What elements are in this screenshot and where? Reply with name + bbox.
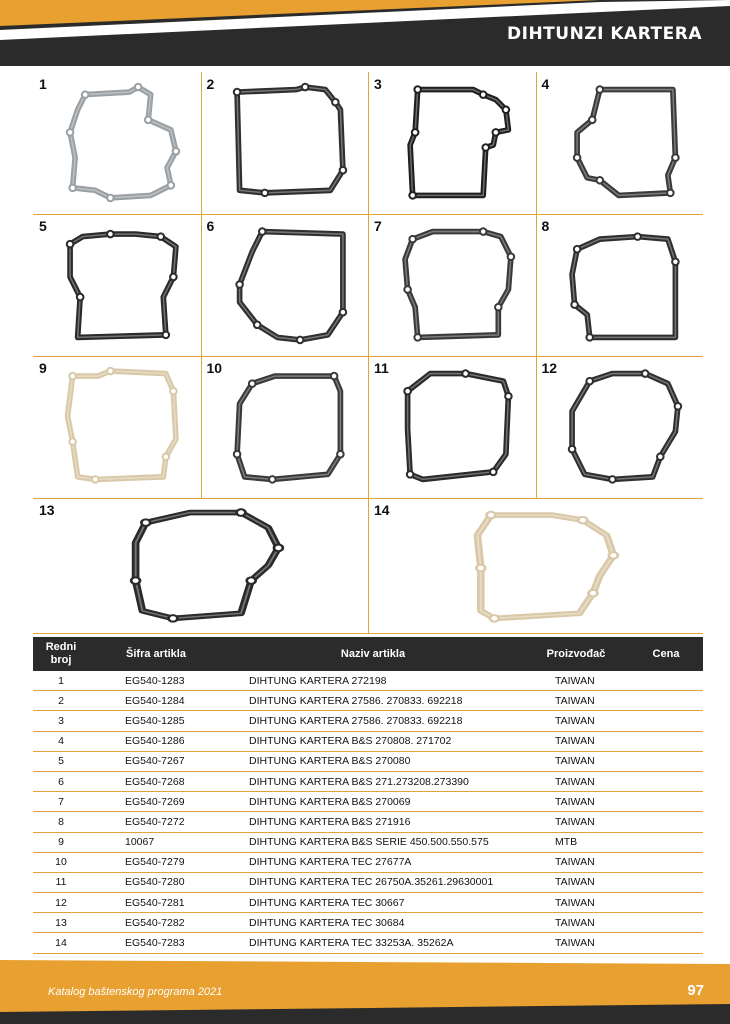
row-sku: EG540-7267 [89, 751, 223, 771]
row-number: 9 [33, 832, 89, 852]
table-row [33, 893, 703, 913]
row-manufacturer: TAIWAN [523, 933, 629, 953]
gasket-number: 12 [541, 360, 558, 376]
gasket-image [227, 82, 353, 208]
row-name: DIHTUNG KARTERA 272198 [223, 671, 523, 691]
gasket-number: 7 [374, 218, 382, 234]
gasket-cell-1 [33, 72, 201, 214]
row-name: DIHTUNG KARTERA TEC 30684 [223, 913, 523, 933]
row-name: DIHTUNG KARTERA TEC 27677A [223, 852, 523, 872]
table-header-row [33, 637, 703, 671]
gasket-image [395, 224, 521, 350]
row-name: DIHTUNG KARTERA B&S 271916 [223, 812, 523, 832]
row-manufacturer: TAIWAN [523, 771, 629, 791]
gasket-number: 2 [206, 76, 215, 92]
gasket-number: 3 [374, 76, 382, 92]
header-manufacturer: Proizvođač [546, 647, 606, 660]
header-number: Redni broj [45, 641, 77, 666]
gasket-cell-4 [536, 72, 704, 214]
table-row [33, 792, 703, 812]
row-number: 10 [33, 852, 89, 872]
gasket-cell-2 [201, 72, 369, 214]
row-price [629, 751, 703, 771]
row-sku: EG540-7281 [89, 893, 223, 913]
row-sku: EG540-7282 [89, 913, 223, 933]
table-row [33, 671, 703, 691]
gasket-image [227, 224, 353, 350]
table-row [33, 832, 703, 852]
row-price [629, 731, 703, 751]
row-manufacturer: TAIWAN [523, 852, 629, 872]
gasket-number: 4 [541, 76, 550, 92]
page-title: DIHTUNZI KARTERA [507, 24, 702, 44]
row-number: 11 [33, 872, 89, 892]
row-number: 8 [33, 812, 89, 832]
row-sku: EG540-7283 [89, 933, 223, 953]
gasket-cell-5 [33, 214, 201, 356]
gasket-image [60, 366, 186, 492]
row-sku: 10067 [89, 832, 223, 852]
row-manufacturer: TAIWAN [523, 731, 629, 751]
gasket-cell-14 [368, 498, 703, 633]
header-price: Cena [652, 647, 680, 660]
row-sku: EG540-1285 [89, 711, 223, 731]
table-row [33, 731, 703, 751]
table-row [33, 711, 703, 731]
header-sku: Šifra artikla [126, 647, 186, 660]
gasket-image [562, 366, 688, 492]
row-number: 12 [33, 893, 89, 913]
row-manufacturer: TAIWAN [523, 691, 629, 711]
row-manufacturer: MTB [523, 832, 629, 852]
page-footer [0, 960, 730, 1024]
gasket-image [457, 505, 627, 631]
row-sku: EG540-1286 [89, 731, 223, 751]
table-row [33, 771, 703, 791]
row-price [629, 832, 703, 852]
table-row [33, 872, 703, 892]
row-name: DIHTUNG KARTERA B&S 270808. 271702 [223, 731, 523, 751]
page-header [0, 0, 730, 66]
row-price [629, 852, 703, 872]
gasket-number: 8 [541, 218, 550, 234]
gasket-number: 9 [39, 360, 47, 376]
gasket-number: 6 [206, 218, 215, 234]
gasket-image [122, 505, 292, 631]
gasket-cell-3 [368, 72, 536, 214]
row-number: 4 [33, 731, 89, 751]
row-manufacturer: TAIWAN [523, 792, 629, 812]
row-sku: EG540-7280 [89, 872, 223, 892]
row-price [629, 812, 703, 832]
row-name: DIHTUNG KARTERA 27586. 270833. 692218 [223, 691, 523, 711]
table-row [33, 913, 703, 933]
row-name: DIHTUNG KARTERA TEC 30667 [223, 893, 523, 913]
row-sku: EG540-1283 [89, 671, 223, 691]
gasket-image [562, 82, 688, 208]
row-price [629, 671, 703, 691]
header-name: Naziv artikla [340, 647, 406, 660]
row-price [629, 913, 703, 933]
row-price [629, 893, 703, 913]
table-row [33, 812, 703, 832]
gasket-image [227, 366, 353, 492]
row-manufacturer: TAIWAN [523, 893, 629, 913]
gasket-number: 14 [374, 502, 390, 518]
gasket-cell-8 [536, 214, 704, 356]
row-manufacturer: TAIWAN [523, 671, 629, 691]
gasket-number: 10 [206, 360, 223, 376]
gasket-image [395, 366, 521, 492]
gasket-image [60, 224, 186, 350]
row-sku: EG540-7279 [89, 852, 223, 872]
table-row [33, 933, 703, 953]
row-name: DIHTUNG KARTERA B&S 270069 [223, 792, 523, 812]
grid-divider [33, 633, 703, 634]
row-manufacturer: TAIWAN [523, 913, 629, 933]
gasket-cell-7 [368, 214, 536, 356]
gasket-number: 11 [374, 360, 389, 376]
row-name: DIHTUNG KARTERA B&S 270080 [223, 751, 523, 771]
row-sku: EG540-1284 [89, 691, 223, 711]
page-number: 97 [687, 982, 704, 999]
row-number: 2 [33, 691, 89, 711]
gasket-cell-9 [33, 356, 201, 498]
table-row [33, 751, 703, 771]
row-manufacturer: TAIWAN [523, 711, 629, 731]
gasket-number: 1 [39, 76, 47, 92]
gasket-cell-6 [201, 214, 369, 356]
row-number: 1 [33, 671, 89, 691]
row-price [629, 872, 703, 892]
row-sku: EG540-7269 [89, 792, 223, 812]
product-table [33, 637, 703, 954]
row-number: 3 [33, 711, 89, 731]
row-manufacturer: TAIWAN [523, 872, 629, 892]
row-price [629, 691, 703, 711]
row-name: DIHTUNG KARTERA TEC 33253A. 35262A [223, 933, 523, 953]
row-price [629, 792, 703, 812]
row-number: 14 [33, 933, 89, 953]
row-price [629, 933, 703, 953]
gasket-cell-10 [201, 356, 369, 498]
table-row [33, 852, 703, 872]
gasket-number: 5 [39, 218, 47, 234]
gasket-image [60, 82, 186, 208]
row-price [629, 771, 703, 791]
row-number: 7 [33, 792, 89, 812]
row-name: DIHTUNG KARTERA 27586. 270833. 692218 [223, 711, 523, 731]
row-number: 6 [33, 771, 89, 791]
gasket-image [562, 224, 688, 350]
row-price [629, 711, 703, 731]
gasket-number: 13 [39, 502, 55, 518]
gasket-cell-12 [536, 356, 704, 498]
gasket-cell-11 [368, 356, 536, 498]
row-sku: EG540-7272 [89, 812, 223, 832]
row-manufacturer: TAIWAN [523, 812, 629, 832]
catalog-title: Katalog baštenskog programa 2021 [48, 986, 223, 998]
row-number: 13 [33, 913, 89, 933]
gasket-cell-13 [33, 498, 368, 633]
gasket-image [395, 82, 521, 208]
row-name: DIHTUNG KARTERA B&S 271.273208.273390 [223, 771, 523, 791]
row-number: 5 [33, 751, 89, 771]
row-manufacturer: TAIWAN [523, 751, 629, 771]
row-name: DIHTUNG KARTERA B&S SERIE 450.500.550.575 [223, 832, 523, 852]
row-name: DIHTUNG KARTERA TEC 26750A.35261.29630001 [223, 872, 523, 892]
row-sku: EG540-7268 [89, 771, 223, 791]
table-row [33, 691, 703, 711]
